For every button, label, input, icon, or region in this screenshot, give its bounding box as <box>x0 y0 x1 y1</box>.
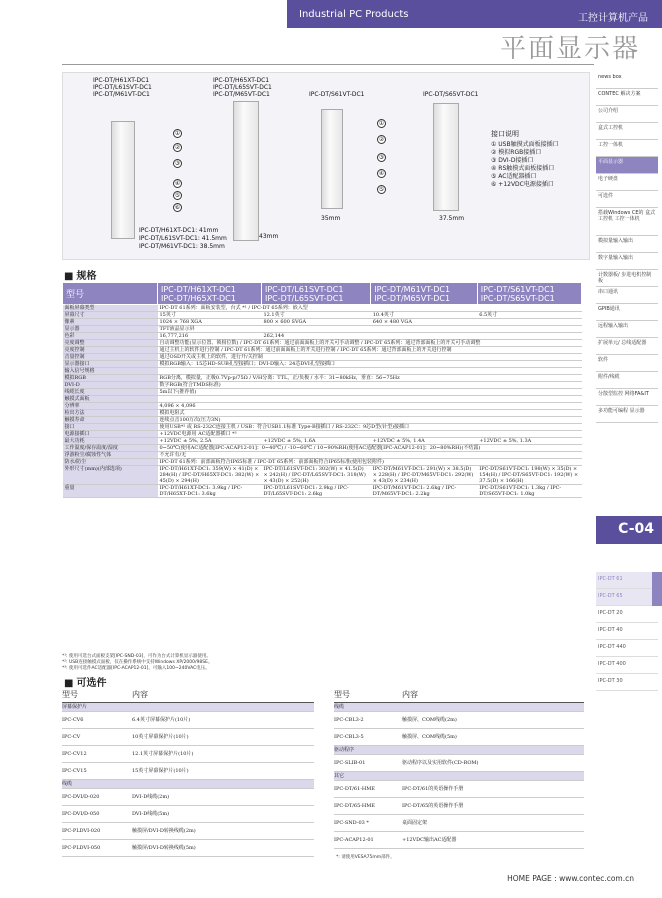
option-model: IPC-PLDVI-020 <box>62 822 132 839</box>
sidebar-item-14[interactable]: GPIB通讯 <box>596 304 658 321</box>
spec-row <box>63 438 582 445</box>
spec-row-label: 线缆长度 <box>63 389 158 396</box>
option-model: IPC-CV6 <box>62 711 132 728</box>
legend-title: 接口说明 <box>491 130 519 138</box>
option-row <box>334 797 584 814</box>
option-row <box>62 822 314 839</box>
spec-row-label: 输入信号规格 <box>63 368 158 375</box>
footer-homepage[interactable]: HOME PAGE : www.contec.com.cn <box>507 874 634 883</box>
options-section-title: ■ 可选件 <box>64 674 106 689</box>
spec-row <box>63 403 582 410</box>
callout-left-2: ② <box>174 144 181 151</box>
spec-row-value <box>477 333 581 340</box>
group1-model-2: IPC-DT/L61SVT-DC1 <box>93 84 152 91</box>
spec-row-label: 模拟RGB <box>63 375 158 382</box>
option-category-row <box>62 702 314 711</box>
sub-nav-item-3[interactable]: IPC-DT 20 <box>596 606 658 623</box>
spec-row-value: 262,144 <box>261 333 370 340</box>
group2-model-3: IPC-DT/M65VT-DC1 <box>213 91 270 98</box>
spec-row-label: 像素 <box>63 319 158 326</box>
spec-row-value: 通过主机上的软件进行控制 / IPC-DT 61系列：通过前面面板上的开关进行控制 / IPC-DT 65系列：通过背部面板上的开关进行控制 <box>158 347 582 354</box>
spec-row-value: 通过OSD开关或主机上的软件，进行开/关控制 <box>158 354 582 361</box>
spec-row-value: 4,096 × 4,096 <box>158 403 582 410</box>
spec-row-value: IPC-DT 61系列：前部面板符合IP65标准 / IPC-DT 65系列：前部面板符合IP65标准(使用包装附件) <box>158 459 582 466</box>
product-figure <box>62 72 590 260</box>
sub-nav-item-6[interactable]: IPC-DT 400 <box>596 657 658 674</box>
option-model: IPC-SND-03 * <box>334 814 402 831</box>
option-model: IPC-DT/61-HME <box>334 780 402 797</box>
spec-row-value: 使用USB*² 或 RS-232C连接主机 / USB：符合USB1.1标准 Type-B接插口 / RS-232C：9芯D型(针型)接插口 <box>158 424 582 431</box>
depth-note-2: IPC-DT/L61SVT-DC1: 41.5mm <box>139 235 227 242</box>
spec-row-value: +12VDC ± 5%, 2.5A <box>158 438 262 445</box>
sidebar-item-1[interactable]: news box <box>596 72 658 89</box>
option-content: 桌面固定架 <box>402 814 584 831</box>
legend-item-4: ④ RS触摸式面板接插口 <box>491 165 555 172</box>
spec-row-label: 色彩 <box>63 333 158 340</box>
callout-left-6: ⑥ <box>174 204 181 211</box>
sub-nav-item-4[interactable]: IPC-DT 40 <box>596 623 658 640</box>
dim-43mm: 43mm <box>259 233 279 240</box>
note-2: *²: USB连接触摸式面板，仅在操作系统中支持Windows XP/2000/98SE。 <box>62 660 213 665</box>
spec-row-value: +12VDC ± 5%, 1.3A <box>477 438 581 445</box>
spec-row-value: 15英寸 <box>158 312 262 319</box>
spec-header-row <box>63 283 582 305</box>
sidebar-item-5[interactable]: 工控一体机 <box>596 140 658 157</box>
spec-section-title: ■ 规格 <box>64 267 96 282</box>
group1-list <box>93 77 152 98</box>
spec-row-label: DVI-D <box>63 382 158 389</box>
model-2b: IPC-DT/L65SVT-DC1 <box>264 293 344 303</box>
callout-mid-2: ② <box>378 136 385 143</box>
option-content: DVI-D线缆(2m) <box>132 788 314 805</box>
option-row <box>62 788 314 805</box>
option-model: IPC-PLDVI-050 <box>62 839 132 856</box>
sidebar-item-16[interactable]: 扩展单元/ 总线适配器 <box>596 338 658 355</box>
spec-row-value: 1024 × 768 XGA <box>158 319 262 326</box>
spec-row-value: IPC-DT/L61SVT-DC1: 302(W) × 41.5(D) × 242(H) / IPC-DT/L65SVT-DC1: 318(W) × 43(D) × 252(H) <box>261 466 370 485</box>
spec-row-value: +12VDC ± 5%, 1.4A <box>371 438 477 445</box>
option-row <box>334 780 584 797</box>
callout-left-4: ④ <box>174 180 181 187</box>
sidebar-item-6[interactable]: 平面显示器 <box>596 157 658 174</box>
sub-nav-item-2[interactable]: IPC-DT 65 <box>596 589 658 606</box>
option-content: 15英寸屏幕保护片(10片) <box>132 762 314 779</box>
opt-left-model-header: 型号 <box>62 688 132 702</box>
product-side-large <box>111 121 135 239</box>
option-category: 其它 <box>334 771 584 780</box>
opt-right-content-header: 内容 <box>402 688 584 702</box>
option-content: DVI-D线缆(5m) <box>132 805 314 822</box>
spec-row-value: 5m以下(推荐值) <box>158 389 582 396</box>
spec-row-value: IPC-DT/S61VT-DC1: 198(W) × 35(D) × 154(H) / IPC-DT/S65VT-DC1: 192(W) × 37.5(D) × 166(H) <box>477 466 581 485</box>
option-category-row <box>334 745 584 754</box>
option-row <box>62 711 314 728</box>
header-bar <box>287 0 662 28</box>
option-row <box>62 805 314 822</box>
model-col-3 <box>371 283 477 305</box>
spec-row-value <box>158 368 582 375</box>
option-row <box>334 814 584 831</box>
option-model: IPC-ACAP12-01 <box>334 831 402 848</box>
spec-row <box>63 459 582 466</box>
sidebar-item-18[interactable]: 附件/线缆 <box>596 372 658 389</box>
opt-right-model-header: 型号 <box>334 688 402 702</box>
legend-item-6: ⑥ +12VDC电源接插口 <box>491 181 554 188</box>
spec-row-label: 外形尺寸(mm)(内部选项) <box>63 466 158 485</box>
spec-row-value: 模拟RGB输入：15芯HD-SUB孔型接插口；DVI-D输入：24芯DVI孔型接插口 <box>158 361 582 368</box>
dim-35mm: 35mm <box>321 215 341 222</box>
model-2a: IPC-DT/L61SVT-DC1 <box>264 284 344 294</box>
depth-note-3: IPC-DT/M61VT-DC1: 38.5mm <box>139 243 225 250</box>
option-model: IPC-DVI/D-020 <box>62 788 132 805</box>
note-3: *³: 使用可选件AC适配器[IPC-ACAP12-01]，可输入100~240VAC电压。 <box>62 666 210 671</box>
spec-row <box>63 319 582 326</box>
header-left: Industrial PC Products <box>299 9 409 20</box>
header-right: 工控计算机产品 <box>578 13 648 24</box>
spec-row <box>63 340 582 347</box>
spec-row <box>63 431 582 438</box>
spec-row-value: 模拟电阻式 <box>158 410 582 417</box>
model-3a: IPC-DT/M61VT-DC1 <box>374 284 451 294</box>
model-4a: IPC-DT/S61VT-DC1 <box>480 284 555 294</box>
spec-row <box>63 312 582 319</box>
spec-row-label: 分辨率 <box>63 403 158 410</box>
spec-row-label: 工作温度/保存温度/湿度 <box>63 445 158 452</box>
spec-row-value: +12VDC ± 5%, 1.6A <box>261 438 370 445</box>
sidebar-item-13[interactable]: 串口通讯 <box>596 287 658 304</box>
sub-nav-accent <box>652 572 662 606</box>
spec-row <box>63 382 582 389</box>
option-category: 屏幕保护片 <box>62 702 314 711</box>
model-header: 型号 <box>63 283 158 305</box>
option-content: 驱动程序以及实用软件(CD-ROM) <box>402 754 584 771</box>
spec-row-value: RGB分离，模拟量，正极0.7Vp-p/75Ω / V/H分离：TTL，正/负极 / 水平：31~80kHz，垂直：56~75Hz <box>158 375 582 382</box>
spec-row-label: 显示器 <box>63 326 158 333</box>
option-model: IPC-CBL3-5 <box>334 728 402 745</box>
spec-row-label: 屏幕尺寸 <box>63 312 158 319</box>
spec-row-value: TFT液晶显示屏 <box>158 326 582 333</box>
option-row <box>334 754 584 771</box>
option-category: 驱动程序 <box>334 745 584 754</box>
callout-left-3: ③ <box>174 160 181 167</box>
option-content: 12.1英寸屏幕保护片(10片) <box>132 745 314 762</box>
callout-mid-5: ⑤ <box>378 186 385 193</box>
spec-row <box>63 445 582 452</box>
product-back-small <box>433 103 459 211</box>
sidebar-item-8[interactable]: 可选件 <box>596 191 658 208</box>
spec-row-label: 音量控制 <box>63 354 158 361</box>
group2-list <box>213 77 272 98</box>
option-row <box>334 728 584 745</box>
option-category: 线缆 <box>62 779 314 788</box>
spec-row <box>63 368 582 375</box>
option-row <box>62 762 314 779</box>
spec-row-value <box>158 396 582 403</box>
spec-row-value: IPC-DT/M61VT-DC1: 2.6kg / IPC-DT/M65VT-DC1: 2.2kg <box>371 485 477 498</box>
group2-model-2: IPC-DT/L65SVT-DC1 <box>213 84 272 91</box>
note-1: *¹: 使用可选台式面板支架[IPC-SND-03]，可作为台式计算机显示器使用。 <box>62 654 211 659</box>
group4-label: IPC-DT/S65VT-DC1 <box>423 91 479 98</box>
sidebar-item-7[interactable]: 电子硬盘 <box>596 174 658 191</box>
spec-row-value: 6.5英寸 <box>477 312 581 319</box>
sidebar-item-19[interactable]: 分散型监控 网络FA&IT <box>596 389 658 406</box>
spec-row-label: 触摸式面板 <box>63 396 158 403</box>
model-4b: IPC-DT/S65VT-DC1 <box>480 293 555 303</box>
title-rule <box>62 64 594 65</box>
group3-label: IPC-DT/S61VT-DC1 <box>309 91 365 98</box>
sidebar-nav <box>596 72 658 423</box>
spec-row-value: 0~50℃(使用AC适配器[IPC-ACAP12-01]：0~40℃) / -10~60℃ / 10~90%RH(使用AC适配器[IPC-ACAP12-01]：20~80%RH)(不结露) <box>158 445 582 452</box>
callout-mid-4: ④ <box>378 170 385 177</box>
option-row <box>62 839 314 856</box>
legend-item-1: ① USB触摸式面板接插口 <box>491 141 559 148</box>
spec-row <box>63 424 582 431</box>
options-table-right <box>334 688 584 849</box>
option-content: IPC-DT/65的英语操作手册 <box>402 797 584 814</box>
spec-row-value: IPC-DT 61系列：面板安装型，台式 *¹ / IPC-DT 65系列：嵌入型 <box>158 305 582 312</box>
spec-row <box>63 375 582 382</box>
sidebar-item-2[interactable]: CONTEC 解决方案 <box>596 89 658 106</box>
sidebar-item-9[interactable]: 搭载Windows CE的 盒式工控机 工控一体机 <box>596 208 658 236</box>
spec-row <box>63 354 582 361</box>
opt-left-content-header: 内容 <box>132 688 314 702</box>
callout-mid-1: ① <box>378 120 385 127</box>
spec-row-value: 10.4英寸 <box>371 312 477 319</box>
spec-row-value: +12VDC电源用 AC适配器插口 *³ <box>158 431 582 438</box>
sub-nav <box>596 572 658 691</box>
legend-item-2: ② 模拟RGB接插口 <box>491 149 542 156</box>
spec-row-value: 不允许有/无 <box>158 452 582 459</box>
option-category-row <box>334 702 584 711</box>
spec-row-value: 12.1英寸 <box>261 312 370 319</box>
spec-row-value: 800 × 600 SVGA <box>261 319 370 326</box>
sub-nav-item-5[interactable]: IPC-DT 440 <box>596 640 658 657</box>
spec-row-label: 面板屏幕类型 <box>63 305 158 312</box>
sidebar-item-11[interactable]: 数字量输入输出 <box>596 253 658 270</box>
sidebar-item-15[interactable]: 远程输入输出 <box>596 321 658 338</box>
group2-model-1: IPC-DT/H65XT-DC1 <box>213 77 270 84</box>
legend-item-5: ⑤ AC适配器插口 <box>491 173 537 180</box>
group1-model-3: IPC-DT/M61VT-DC1 <box>93 91 150 98</box>
spec-row <box>63 466 582 485</box>
option-model: IPC-SLIB-01 <box>334 754 402 771</box>
model-1a: IPC-DT/H61XT-DC1 <box>161 284 236 294</box>
spec-row-label: 最大功耗 <box>63 438 158 445</box>
option-model: IPC-DT/65-HME <box>334 797 402 814</box>
spec-row <box>63 361 582 368</box>
option-row <box>62 728 314 745</box>
option-content: 10英寸屏幕保护片(10片) <box>132 728 314 745</box>
sidebar-item-3[interactable]: 公司介绍 <box>596 106 658 123</box>
spec-row-value: 640 × 480 VGA <box>371 319 477 326</box>
model-3b: IPC-DT/M65VT-DC1 <box>374 293 451 303</box>
spec-row-label: 检出方法 <box>63 410 158 417</box>
option-model: IPC-CV <box>62 728 132 745</box>
option-model: IPC-DVI/D-050 <box>62 805 132 822</box>
option-category: 线缆 <box>334 702 584 711</box>
legend-item-3: ③ DVI-D接插口 <box>491 157 534 164</box>
spec-row-value: IPC-DT/S61VT-DC1: 1.3kg / IPC-DT/S65VT-DC1: 1.0kg <box>477 485 581 498</box>
option-model: IPC-CBL3-2 <box>334 711 402 728</box>
option-content: 6.4英寸屏幕保护片(10片) <box>132 711 314 728</box>
option-row <box>334 711 584 728</box>
sidebar-item-4[interactable]: 盒式工控机 <box>596 123 658 140</box>
spec-row-label: 亮度调整 <box>63 340 158 347</box>
spec-row-label: 电源接插口 <box>63 431 158 438</box>
option-row <box>334 831 584 848</box>
option-content: 触摸屏/DVI-D转换线缆(2m) <box>132 822 314 839</box>
spec-row-value: IPC-DT/H61XT-DC1: 359(W) × 41(D) × 284(H) / IPC-DT/H65XT-DC1: 382(W) × 45(D) × 294(H) <box>158 466 262 485</box>
spec-row-label: 重量 <box>63 485 158 498</box>
spec-row-value: 数字RGB(符合TMDS标准) <box>158 382 582 389</box>
spec-row <box>63 347 582 354</box>
spec-row <box>63 389 582 396</box>
spec-row-value: IPC-DT/L61SVT-DC1: 2.9kg / IPC-DT/L65SVT-DC1: 2.6kg <box>261 485 370 498</box>
sidebar-item-17[interactable]: 软件 <box>596 355 658 372</box>
option-model: IPC-CV15 <box>62 762 132 779</box>
spec-row-value: 16,777,216 <box>158 333 262 340</box>
option-row <box>62 745 314 762</box>
sidebar-item-20[interactable]: 多功能可编程 显示器 <box>596 406 658 423</box>
callout-mid-3: ③ <box>378 154 385 161</box>
spec-row-value: 自动调整功能(显示位置、锁相位数) / IPC-DT 61系列：通过前面面板上的开关可手动调整 / IPC-DT 65系列：通过背部面板上的开关可手动调整 <box>158 340 582 347</box>
spec-notes <box>62 654 212 672</box>
model-1b: IPC-DT/H65XT-DC1 <box>161 293 236 303</box>
spec-row <box>63 417 582 424</box>
spec-row-value <box>371 333 477 340</box>
spec-row <box>63 485 582 498</box>
sub-nav-item-1[interactable]: IPC-DT 61 <box>596 572 658 589</box>
page-code: C-04 <box>596 516 662 544</box>
spec-row-value: IPC-DT/M61VT-DC1: 291(W) × 38.5(D) × 228(H) / IPC-DT/M65VT-DC1: 292(W) × 43(D) × 234(H) <box>371 466 477 485</box>
callout-left-5: ⑤ <box>174 192 181 199</box>
spec-row-value: 连续点击100万次(压力3N) <box>158 417 582 424</box>
spec-row-label: 触摸寿命 <box>63 417 158 424</box>
spec-row-value: IPC-DT/H61XT-DC1: 3.9kg / IPC-DT/H65XT-DC1: 3.6kg <box>158 485 262 498</box>
spec-row-label: 亮度控制 <box>63 347 158 354</box>
options-table-left <box>62 688 314 857</box>
option-content: +12VDC输出AC适配器 <box>402 831 584 848</box>
spec-row <box>63 333 582 340</box>
spec-row-label: 接口 <box>63 424 158 431</box>
spec-row-label: 显示器接口 <box>63 361 158 368</box>
sidebar-item-12[interactable]: 计数器板/ 步进电机控制板 <box>596 270 658 287</box>
option-category-row <box>62 779 314 788</box>
option-content: 触摸屏、COM线缆(5m) <box>402 728 584 745</box>
dim-37-5mm: 37.5mm <box>439 215 465 222</box>
option-content: 触摸屏、COM线缆(2m) <box>402 711 584 728</box>
option-model: IPC-CV12 <box>62 745 132 762</box>
spec-row <box>63 326 582 333</box>
spec-row <box>63 410 582 417</box>
spec-table <box>62 282 582 498</box>
option-category-row <box>334 771 584 780</box>
product-side-small <box>321 109 343 209</box>
spec-row <box>63 305 582 312</box>
model-col-4 <box>477 283 581 305</box>
sidebar-item-10[interactable]: 模拟量输入输出 <box>596 236 658 253</box>
callout-left-1: ① <box>174 130 181 137</box>
spec-row-label: 浮游粉尘/腐蚀性气体 <box>63 452 158 459</box>
sub-nav-item-7[interactable]: IPC-DT 30 <box>596 674 658 691</box>
page-title: 平面显示器 <box>499 34 640 64</box>
spec-row <box>63 396 582 403</box>
depth-note-1: IPC-DT/H61XT-DC1: 41mm <box>139 227 219 234</box>
model-col-2 <box>261 283 370 305</box>
depth-notes <box>139 227 227 251</box>
group1-model-1: IPC-DT/H61XT-DC1 <box>93 77 150 84</box>
options-note: *: 请使用VESA75mm部件。 <box>336 855 395 860</box>
spec-row <box>63 452 582 459</box>
spec-row-label: 防水/防尘 <box>63 459 158 466</box>
product-back-large <box>233 101 259 241</box>
spec-row-value <box>477 319 581 326</box>
option-content: 触摸屏/DVI-D转换线缆(5m) <box>132 839 314 856</box>
model-col-1 <box>158 283 262 305</box>
option-content: IPC-DT/61的英语操作手册 <box>402 780 584 797</box>
